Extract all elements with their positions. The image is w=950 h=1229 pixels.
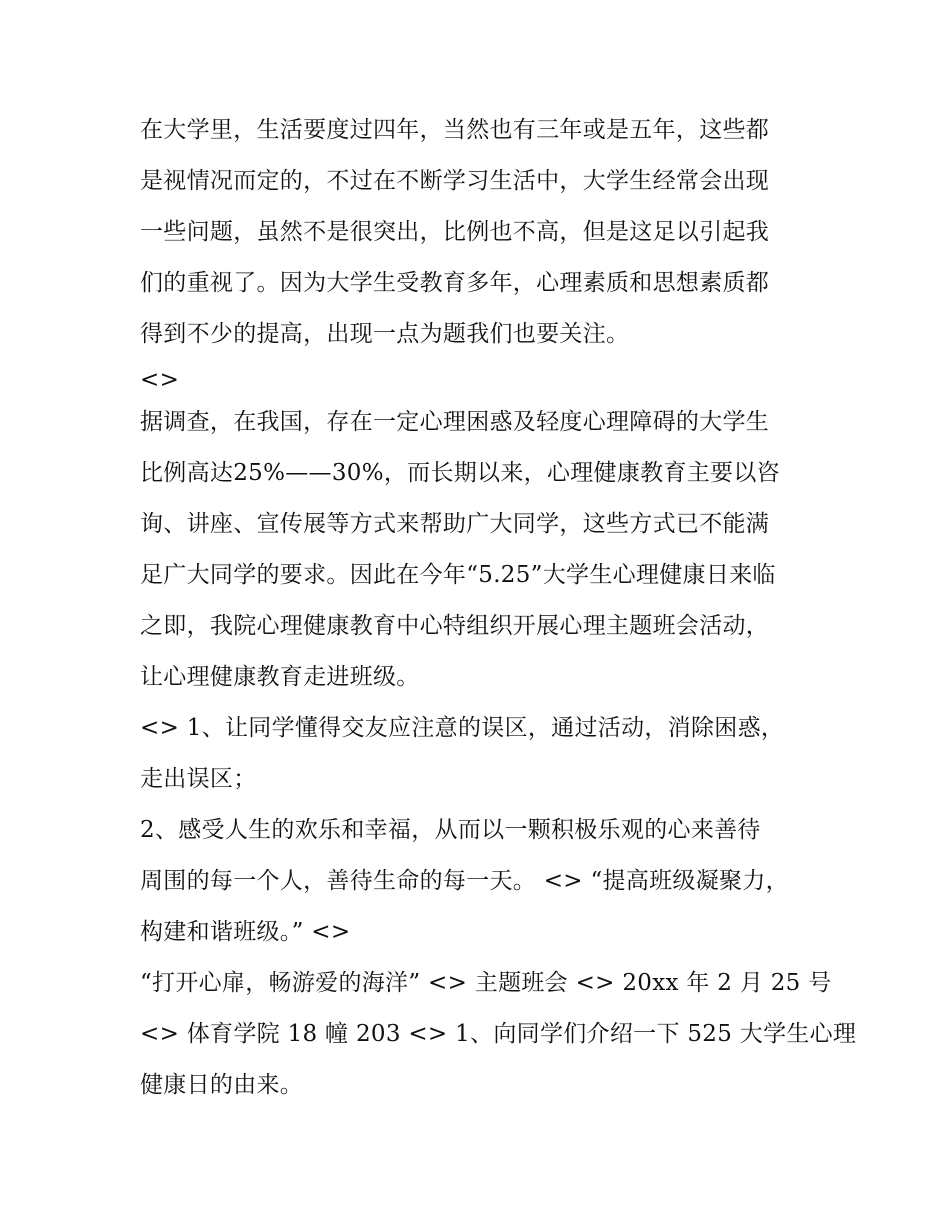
text-line: 周围的每一个人，善待生命的每一天。 <> “提高班级凝聚力， bbox=[140, 868, 789, 894]
text-line: <> 1、让同学懂得交友应注意的误区，通过活动，消除困惑， bbox=[140, 715, 785, 741]
text-line: 们的重视了。因为大学生受教育多年，心理素质和思想素质都 bbox=[140, 270, 770, 296]
text-line: 健康日的由来。 bbox=[140, 1072, 304, 1098]
text-line: <> 体育学院 18 幢 203 <> 1、向同学们介绍一下 525 大学生心理 bbox=[140, 1021, 857, 1047]
text-line: 构建和谐班级。” <> bbox=[140, 919, 351, 945]
text-line: 足广大同学的要求。因此在今年“5.25”大学生心理健康日来临 bbox=[140, 562, 776, 588]
text-line: 之即，我院心理健康教育中心特组织开展心理主题班会活动， bbox=[140, 613, 770, 639]
text-line: 比例高达25%——30%，而长期以来，心理健康教育主要以咨 bbox=[140, 460, 780, 486]
text-line: 询、讲座、宣传展等方式来帮助广大同学，这些方式已不能满 bbox=[140, 511, 770, 537]
document-body bbox=[140, 108, 857, 1114]
text-line: 是视情况而定的，不过在不断学习生活中，大学生经常会出现 bbox=[140, 168, 770, 194]
text-line: 据调查，在我国，存在一定心理困惑及轻度心理障碍的大学生 bbox=[140, 409, 770, 435]
text-line: “打开心扉，畅游爱的海洋” <> 主题班会 <> 20xx 年 2 月 25 号 bbox=[140, 970, 832, 996]
text-line: 一些问题，虽然不是很突出，比例也不高，但是这足以引起我 bbox=[140, 219, 770, 245]
text-line: 让心理健康教育走进班级。 bbox=[140, 664, 420, 690]
text-line: 2、感受人生的欢乐和幸福，从而以一颗积极乐观的心来善待 bbox=[140, 817, 761, 843]
text-line: <> bbox=[140, 367, 180, 393]
text-line: 走出误区； bbox=[140, 766, 257, 792]
text-line: 在大学里，生活要度过四年，当然也有三年或是五年，这些都 bbox=[140, 117, 770, 143]
text-line: 得到不少的提高，出现一点为题我们也要关注。 bbox=[140, 321, 630, 347]
